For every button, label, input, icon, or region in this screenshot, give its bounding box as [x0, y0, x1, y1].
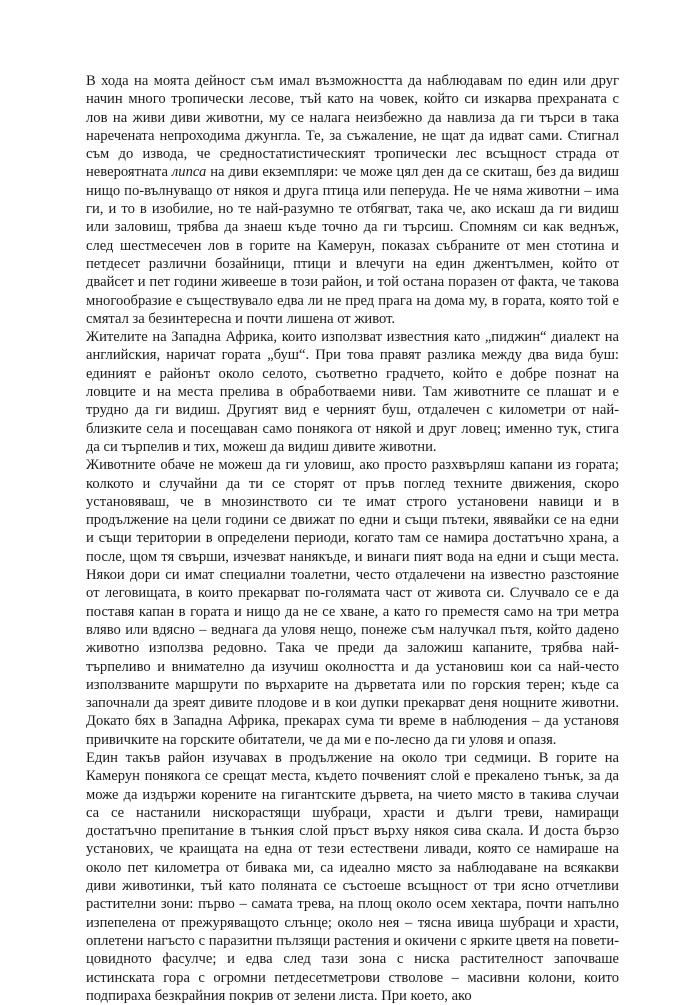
paragraph-4-text: Един такъв район изучавах в продължение на около три седмици. В горите на Камерун понякога се срещат места, където почвеният слой е прекалено тънък, за да може да издържи корените на гигантските дървета, на чието място в такива случаи са се настанили нискорастящи шубраци, храсти и дълги треви, намиращи достатъчно препитание в тънкия слой пръст върху някоя сива скала. И доста бързо установих, че краищата на една от тези естествени ливади, която се намираше на около пет километра от бивака ми, са идеално място за наблюдаване на всякакви диви животинки, тъй като поляната се състоеше всъщност от три ясно отчетливи растителни зони: първо – самата трева, на площ около осем хектара, почти напълно изпепелена от прежуряващото слънце; около нея – тясна ивица шубраци и храсти, оплетени нагъсто с паразитни пълзящи растения и окичени с ярките цветя на поветицовидното фасулче; и едва след тази зона с ниска растителност започваше истинската гора с огромни петдесетметрови стволове – масивни колони, които подпираха безкрайния покрив от зелени листа. При което, ако [86, 749, 619, 1004]
paragraph-1-italic-word: липса [171, 164, 207, 181]
paragraph-1-text-part-1: В хода на моята дейност съм имал възможността да наблюдавам по един или друг начин много тропически лесове, тъй като на човек, който си изкарва прехраната с лов на живи диви животни, му се налага неизбежно да навлиза да ги търси в така наречената непроходима джунгла. Те, за съжаление, не щат да идват сами. Стигнал съм до извода, че средностатистическият тропически лес всъщност страда от невероятната [86, 73, 619, 181]
paragraph-4 [86, 749, 619, 1005]
paragraph-2-text: Жителите на Западна Африка, които използват известния като „пиджин“ диалект на английския, наричат гората „буш“. При това правят разлика между два вида буш: единият е районът около селото, съответно градчето, който е добре познат на ловците и на места прелива в обработваеми ниви. Там животните се плашат и е трудно да ги видиш. Другият вид е черният буш, отдалечен с километри от най-близките села и посещаван само понякога от някой и друг ловец; именно тук, стига да си търпелив и тих, можеш да видиш дивите животни. [86, 329, 619, 455]
paragraph-1-text-part-2: на диви екземпляри: че може цял ден да се скиташ, без да видиш нищо по-вълнуващо от някоя и друга птица или пеперуда. Не че няма животни – има ги, и то в изобилие, но те най-разумно те отбягват, така че, ако искаш да ги видиш или заловиш, трябва да знаеш къде точно да ги търсиш. Спомням си как веднъж, след шестмесечен лов в горите на Камерун, показах събраните от мен стотина и петдесет различни бозайници, птици и влечуги на един джентълмен, който от двайсет и пет години живееше в този район, и той остана поразен от факта, че такова многообразие е съществувало едва ли не пред прага на дома му, в гората, която той е смятал за безинтересна и почти лишена от живот. [86, 164, 619, 327]
paragraph-3 [86, 456, 619, 749]
body-text [86, 72, 619, 1005]
paragraph-2 [86, 328, 619, 456]
paragraph-3-text: Животните обаче не можеш да ги уловиш, ако просто разхвърляш капани из гората; колкото и случайни да ти се сторят от пръв поглед техните движения, скоро установяваш, че в мнозинството си те имат строго установени навици и в продължение на цели години се движат по едни и същи пътеки, явявайки се на едни и същи територии в определени периоди, когато там се намира достатъчно храна, а после, щом тя свърши, изчезват нанякъде, и винаги пият вода на едни и същи места. Някои дори си имат специални тоалетни, често отдалечени на известно разстояние от леговищата, в които прекарват по-голямата част от живота си. Случвало се е да поставя капан в гората и нищо да не се хване, а като го преместя само на три метра вляво или вдясно – веднага да уловя нещо, понеже съм налучкал пътя, който дадено животно използва редовно. Така че преди да заложиш капаните, трябва най-търпеливо и внимателно да изучиш околността и да установиш кои са най-често използваните маршрути по върхарите на дърветата или по горския терен; къде са започнали да зреят дивите плодове и в кои дупки прекарват деня нощните животни. Докато бях в Западна Африка, прекарах сума ти време в наблюдения – да установя привичките на горските обитатели, че да ми е по-лесно да ги уловя и опазя. [86, 457, 619, 748]
paragraph-1 [86, 72, 619, 328]
